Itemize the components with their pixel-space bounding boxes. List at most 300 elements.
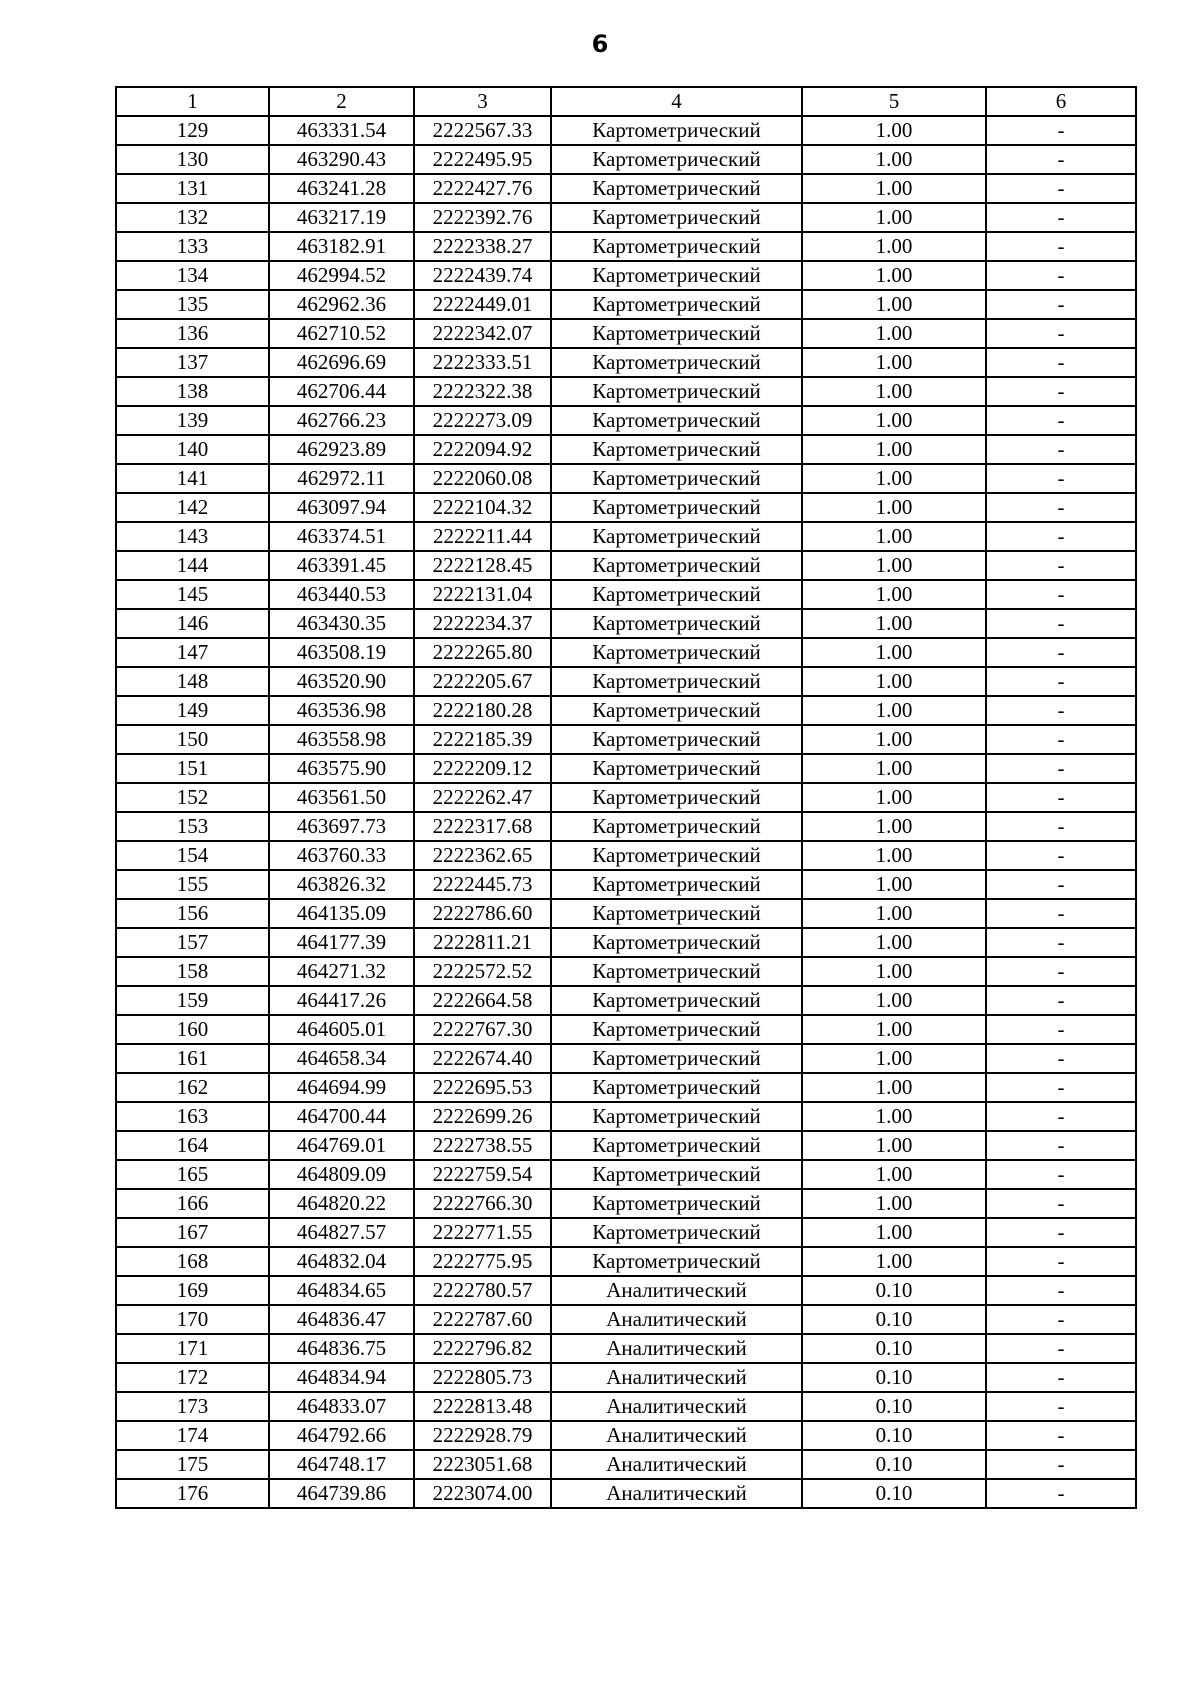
table-row [116,1305,1136,1334]
accuracy-cell: 1.00 [802,986,986,1015]
x-coordinate-cell: 464833.07 [269,1392,414,1421]
column-header: 2 [269,87,414,116]
point-number-cell: 149 [116,696,269,725]
method-cell: Картометрический [551,406,802,435]
table-row [116,870,1136,899]
x-coordinate-cell: 462766.23 [269,406,414,435]
y-coordinate-cell: 2222805.73 [414,1363,551,1392]
accuracy-cell: 0.10 [802,1363,986,1392]
y-coordinate-cell: 2222262.47 [414,783,551,812]
description-cell: - [986,232,1136,261]
accuracy-cell: 1.00 [802,116,986,145]
table-row [116,203,1136,232]
x-coordinate-cell: 463241.28 [269,174,414,203]
accuracy-cell: 0.10 [802,1450,986,1479]
description-cell: - [986,261,1136,290]
y-coordinate-cell: 2222362.65 [414,841,551,870]
y-coordinate-cell: 2222738.55 [414,1131,551,1160]
accuracy-cell: 1.00 [802,957,986,986]
accuracy-cell: 1.00 [802,464,986,493]
accuracy-cell: 1.00 [802,377,986,406]
method-cell: Картометрический [551,696,802,725]
point-number-cell: 129 [116,116,269,145]
accuracy-cell: 1.00 [802,232,986,261]
table-row [116,464,1136,493]
accuracy-cell: 1.00 [802,203,986,232]
accuracy-cell: 1.00 [802,1247,986,1276]
method-cell: Картометрический [551,870,802,899]
x-coordinate-cell: 464820.22 [269,1189,414,1218]
description-cell: - [986,348,1136,377]
description-cell: - [986,1247,1136,1276]
accuracy-cell: 1.00 [802,609,986,638]
method-cell: Картометрический [551,1044,802,1073]
point-number-cell: 167 [116,1218,269,1247]
x-coordinate-cell: 462972.11 [269,464,414,493]
table-row [116,145,1136,174]
accuracy-cell: 1.00 [802,1218,986,1247]
method-cell: Картометрический [551,290,802,319]
point-number-cell: 130 [116,145,269,174]
method-cell: Картометрический [551,464,802,493]
point-number-cell: 140 [116,435,269,464]
x-coordinate-cell: 464836.47 [269,1305,414,1334]
method-cell: Картометрический [551,377,802,406]
table-row [116,754,1136,783]
description-cell: - [986,1276,1136,1305]
method-cell: Картометрический [551,232,802,261]
accuracy-cell: 1.00 [802,406,986,435]
method-cell: Картометрический [551,580,802,609]
table-row [116,174,1136,203]
description-cell: - [986,1305,1136,1334]
y-coordinate-cell: 2222767.30 [414,1015,551,1044]
description-cell: - [986,899,1136,928]
table-row [116,1015,1136,1044]
description-cell: - [986,145,1136,174]
point-number-cell: 169 [116,1276,269,1305]
method-cell: Картометрический [551,1015,802,1044]
y-coordinate-cell: 2222780.57 [414,1276,551,1305]
method-cell: Картометрический [551,609,802,638]
accuracy-cell: 0.10 [802,1421,986,1450]
table-row [116,348,1136,377]
point-number-cell: 161 [116,1044,269,1073]
description-cell: - [986,870,1136,899]
description-cell: - [986,783,1136,812]
point-number-cell: 154 [116,841,269,870]
y-coordinate-cell: 2222567.33 [414,116,551,145]
method-cell: Картометрический [551,1102,802,1131]
y-coordinate-cell: 2222265.80 [414,638,551,667]
method-cell: Картометрический [551,1247,802,1276]
method-cell: Картометрический [551,841,802,870]
table-row [116,928,1136,957]
point-number-cell: 141 [116,464,269,493]
description-cell: - [986,174,1136,203]
table-row [116,667,1136,696]
x-coordinate-cell: 463290.43 [269,145,414,174]
x-coordinate-cell: 464809.09 [269,1160,414,1189]
accuracy-cell: 1.00 [802,841,986,870]
accuracy-cell: 1.00 [802,493,986,522]
point-number-cell: 159 [116,986,269,1015]
point-number-cell: 131 [116,174,269,203]
y-coordinate-cell: 2222185.39 [414,725,551,754]
accuracy-cell: 0.10 [802,1392,986,1421]
accuracy-cell: 1.00 [802,1015,986,1044]
accuracy-cell: 1.00 [802,696,986,725]
description-cell: - [986,609,1136,638]
method-cell: Картометрический [551,522,802,551]
accuracy-cell: 1.00 [802,261,986,290]
accuracy-cell: 1.00 [802,1073,986,1102]
description-cell: - [986,638,1136,667]
y-coordinate-cell: 2222131.04 [414,580,551,609]
table-row [116,319,1136,348]
method-cell: Картометрический [551,203,802,232]
method-cell: Аналитический [551,1479,802,1508]
description-cell: - [986,290,1136,319]
description-cell: - [986,754,1136,783]
y-coordinate-cell: 2222342.07 [414,319,551,348]
table-row [116,725,1136,754]
x-coordinate-cell: 464836.75 [269,1334,414,1363]
table-row [116,1044,1136,1073]
accuracy-cell: 0.10 [802,1334,986,1363]
x-coordinate-cell: 464658.34 [269,1044,414,1073]
x-coordinate-cell: 463558.98 [269,725,414,754]
x-coordinate-cell: 464177.39 [269,928,414,957]
point-number-cell: 136 [116,319,269,348]
table-row [116,986,1136,1015]
accuracy-cell: 1.00 [802,783,986,812]
accuracy-cell: 1.00 [802,1102,986,1131]
x-coordinate-cell: 464700.44 [269,1102,414,1131]
method-cell: Картометрический [551,783,802,812]
table-row [116,522,1136,551]
y-coordinate-cell: 2223074.00 [414,1479,551,1508]
x-coordinate-cell: 463430.35 [269,609,414,638]
table-row [116,377,1136,406]
column-header: 3 [414,87,551,116]
method-cell: Картометрический [551,1131,802,1160]
x-coordinate-cell: 464792.66 [269,1421,414,1450]
y-coordinate-cell: 2222317.68 [414,812,551,841]
point-number-cell: 171 [116,1334,269,1363]
table-row [116,580,1136,609]
table-row [116,1276,1136,1305]
x-coordinate-cell: 463097.94 [269,493,414,522]
y-coordinate-cell: 2222664.58 [414,986,551,1015]
y-coordinate-cell: 2222427.76 [414,174,551,203]
y-coordinate-cell: 2222234.37 [414,609,551,638]
y-coordinate-cell: 2222273.09 [414,406,551,435]
point-number-cell: 142 [116,493,269,522]
method-cell: Картометрический [551,261,802,290]
accuracy-cell: 0.10 [802,1305,986,1334]
method-cell: Аналитический [551,1392,802,1421]
method-cell: Картометрический [551,551,802,580]
page-number: 6 [591,30,609,58]
table-row [116,406,1136,435]
accuracy-cell: 1.00 [802,1160,986,1189]
x-coordinate-cell: 464748.17 [269,1450,414,1479]
method-cell: Картометрический [551,986,802,1015]
accuracy-cell: 1.00 [802,319,986,348]
x-coordinate-cell: 463182.91 [269,232,414,261]
table-row [116,1247,1136,1276]
point-number-cell: 145 [116,580,269,609]
y-coordinate-cell: 2222786.60 [414,899,551,928]
point-number-cell: 132 [116,203,269,232]
table-row [116,232,1136,261]
y-coordinate-cell: 2222180.28 [414,696,551,725]
table-row [116,1102,1136,1131]
accuracy-cell: 1.00 [802,899,986,928]
accuracy-cell: 1.00 [802,290,986,319]
accuracy-cell: 1.00 [802,174,986,203]
point-number-cell: 143 [116,522,269,551]
description-cell: - [986,1073,1136,1102]
table-row [116,1363,1136,1392]
x-coordinate-cell: 464271.32 [269,957,414,986]
description-cell: - [986,1334,1136,1363]
x-coordinate-cell: 464135.09 [269,899,414,928]
x-coordinate-cell: 463217.19 [269,203,414,232]
description-cell: - [986,406,1136,435]
point-number-cell: 153 [116,812,269,841]
accuracy-cell: 1.00 [802,145,986,174]
point-number-cell: 174 [116,1421,269,1450]
y-coordinate-cell: 2222572.52 [414,957,551,986]
description-cell: - [986,203,1136,232]
table-row [116,1218,1136,1247]
x-coordinate-cell: 462710.52 [269,319,414,348]
accuracy-cell: 0.10 [802,1276,986,1305]
y-coordinate-cell: 2222674.40 [414,1044,551,1073]
point-number-cell: 135 [116,290,269,319]
point-number-cell: 146 [116,609,269,638]
accuracy-cell: 1.00 [802,580,986,609]
description-cell: - [986,1189,1136,1218]
y-coordinate-cell: 2222128.45 [414,551,551,580]
y-coordinate-cell: 2222796.82 [414,1334,551,1363]
y-coordinate-cell: 2222759.54 [414,1160,551,1189]
method-cell: Картометрический [551,725,802,754]
accuracy-cell: 1.00 [802,435,986,464]
accuracy-cell: 1.00 [802,870,986,899]
method-cell: Картометрический [551,348,802,377]
point-number-cell: 155 [116,870,269,899]
header-row [116,87,1136,116]
point-number-cell: 160 [116,1015,269,1044]
description-cell: - [986,1363,1136,1392]
point-number-cell: 166 [116,1189,269,1218]
accuracy-cell: 1.00 [802,1044,986,1073]
method-cell: Картометрический [551,493,802,522]
x-coordinate-cell: 464769.01 [269,1131,414,1160]
y-coordinate-cell: 2222439.74 [414,261,551,290]
method-cell: Картометрический [551,812,802,841]
x-coordinate-cell: 462962.36 [269,290,414,319]
y-coordinate-cell: 2222449.01 [414,290,551,319]
accuracy-cell: 1.00 [802,348,986,377]
accuracy-cell: 1.00 [802,522,986,551]
x-coordinate-cell: 464694.99 [269,1073,414,1102]
x-coordinate-cell: 464827.57 [269,1218,414,1247]
table-row [116,261,1136,290]
table-row [116,1421,1136,1450]
column-header: 5 [802,87,986,116]
method-cell: Картометрический [551,638,802,667]
table-row [116,1334,1136,1363]
y-coordinate-cell: 2222695.53 [414,1073,551,1102]
method-cell: Картометрический [551,1160,802,1189]
x-coordinate-cell: 464834.94 [269,1363,414,1392]
point-number-cell: 156 [116,899,269,928]
accuracy-cell: 1.00 [802,1131,986,1160]
y-coordinate-cell: 2222060.08 [414,464,551,493]
description-cell: - [986,435,1136,464]
table-row [116,435,1136,464]
y-coordinate-cell: 2222699.26 [414,1102,551,1131]
table-row [116,899,1136,928]
table-row [116,1479,1136,1508]
y-coordinate-cell: 2222333.51 [414,348,551,377]
x-coordinate-cell: 463508.19 [269,638,414,667]
accuracy-cell: 1.00 [802,638,986,667]
point-number-cell: 164 [116,1131,269,1160]
table-row [116,116,1136,145]
description-cell: - [986,986,1136,1015]
point-number-cell: 163 [116,1102,269,1131]
description-cell: - [986,493,1136,522]
table-row [116,493,1136,522]
y-coordinate-cell: 2222766.30 [414,1189,551,1218]
x-coordinate-cell: 463440.53 [269,580,414,609]
point-number-cell: 157 [116,928,269,957]
method-cell: Аналитический [551,1276,802,1305]
description-cell: - [986,1102,1136,1131]
table-row [116,290,1136,319]
table-row [116,783,1136,812]
point-number-cell: 134 [116,261,269,290]
y-coordinate-cell: 2222445.73 [414,870,551,899]
table-row [116,1189,1136,1218]
accuracy-cell: 1.00 [802,812,986,841]
description-cell: - [986,551,1136,580]
table-row [116,1160,1136,1189]
point-number-cell: 165 [116,1160,269,1189]
point-number-cell: 175 [116,1450,269,1479]
description-cell: - [986,580,1136,609]
method-cell: Картометрический [551,1189,802,1218]
point-number-cell: 170 [116,1305,269,1334]
description-cell: - [986,1421,1136,1450]
description-cell: - [986,1044,1136,1073]
accuracy-cell: 0.10 [802,1479,986,1508]
accuracy-cell: 1.00 [802,754,986,783]
table-body [116,116,1136,1508]
method-cell: Картометрический [551,319,802,348]
method-cell: Картометрический [551,435,802,464]
point-number-cell: 138 [116,377,269,406]
method-cell: Картометрический [551,754,802,783]
description-cell: - [986,464,1136,493]
table-row [116,609,1136,638]
point-number-cell: 137 [116,348,269,377]
x-coordinate-cell: 463575.90 [269,754,414,783]
table-row [116,551,1136,580]
column-header: 6 [986,87,1136,116]
method-cell: Картометрический [551,957,802,986]
method-cell: Картометрический [551,145,802,174]
description-cell: - [986,957,1136,986]
point-number-cell: 168 [116,1247,269,1276]
description-cell: - [986,725,1136,754]
table-row [116,1073,1136,1102]
x-coordinate-cell: 462696.69 [269,348,414,377]
description-cell: - [986,377,1136,406]
x-coordinate-cell: 464739.86 [269,1479,414,1508]
table-row [116,957,1136,986]
point-number-cell: 144 [116,551,269,580]
table-row [116,812,1136,841]
coordinates-table [115,86,1137,1509]
point-number-cell: 133 [116,232,269,261]
x-coordinate-cell: 463520.90 [269,667,414,696]
point-number-cell: 148 [116,667,269,696]
description-cell: - [986,319,1136,348]
y-coordinate-cell: 2222813.48 [414,1392,551,1421]
description-cell: - [986,696,1136,725]
y-coordinate-cell: 2222322.38 [414,377,551,406]
y-coordinate-cell: 2222209.12 [414,754,551,783]
description-cell: - [986,1131,1136,1160]
table-header [116,87,1136,116]
x-coordinate-cell: 462706.44 [269,377,414,406]
x-coordinate-cell: 463760.33 [269,841,414,870]
description-cell: - [986,1450,1136,1479]
description-cell: - [986,522,1136,551]
point-number-cell: 152 [116,783,269,812]
x-coordinate-cell: 464605.01 [269,1015,414,1044]
y-coordinate-cell: 2222775.95 [414,1247,551,1276]
x-coordinate-cell: 463697.73 [269,812,414,841]
x-coordinate-cell: 462923.89 [269,435,414,464]
method-cell: Аналитический [551,1363,802,1392]
y-coordinate-cell: 2222211.44 [414,522,551,551]
x-coordinate-cell: 462994.52 [269,261,414,290]
method-cell: Картометрический [551,174,802,203]
x-coordinate-cell: 464832.04 [269,1247,414,1276]
x-coordinate-cell: 463561.50 [269,783,414,812]
table-row [116,1450,1136,1479]
description-cell: - [986,841,1136,870]
y-coordinate-cell: 2222495.95 [414,145,551,174]
description-cell: - [986,928,1136,957]
point-number-cell: 162 [116,1073,269,1102]
method-cell: Картометрический [551,1073,802,1102]
column-header: 4 [551,87,802,116]
x-coordinate-cell: 463374.51 [269,522,414,551]
description-cell: - [986,1218,1136,1247]
method-cell: Аналитический [551,1334,802,1363]
y-coordinate-cell: 2223051.68 [414,1450,551,1479]
y-coordinate-cell: 2222094.92 [414,435,551,464]
x-coordinate-cell: 464834.65 [269,1276,414,1305]
